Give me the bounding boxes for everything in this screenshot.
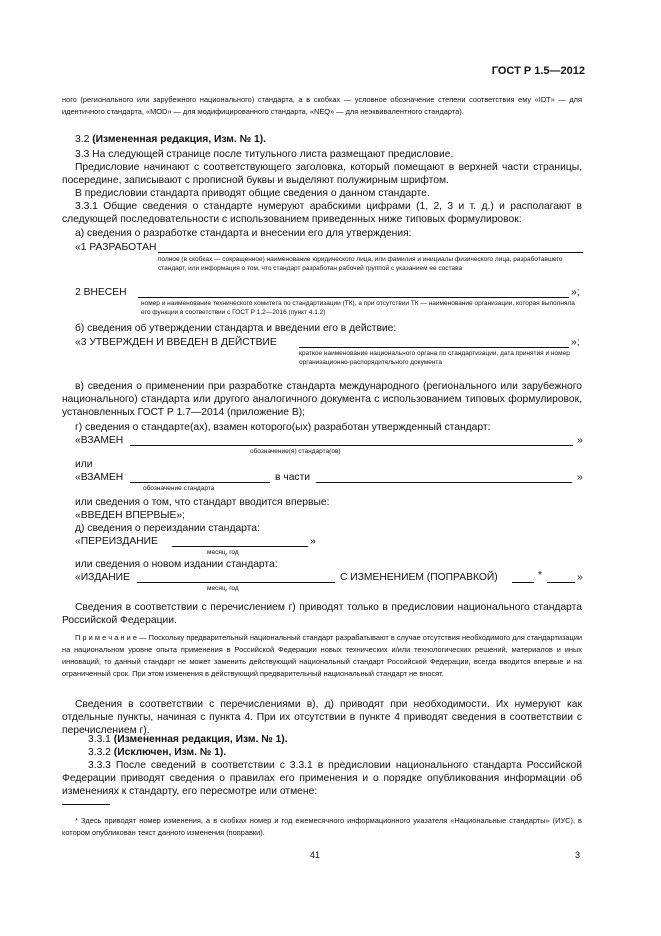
form-developed-label: «1 РАЗРАБОТАН (75, 242, 157, 253)
note-label: П р и м е ч а н и е — (75, 633, 147, 642)
paragraph-items-v-d: Сведения в соответствии с перечислениями в), д) приводят при необходимости. Их нумеруют как отдельные пункты, начиная с пункта 4. При их отсутствии в пункте 4 приводят сведения в соответствии с перечислением г). (62, 699, 582, 737)
form-developed-caption: полное (в скобках — сокращенное) наименование юридического лица, или фамилия и инициалы физического лица, разработавшего стандарт, или информация о том, что стандарт разработан рабочей группой с указанием ее состава (158, 256, 563, 273)
page-number-center: 41 (310, 850, 321, 860)
section-number: 3.2 (75, 134, 90, 145)
reissue-caption: месяц, год (207, 549, 239, 556)
document-code: ГОСТ Р 1.5—2012 (491, 65, 585, 77)
form-approved-caption: краткое наименование национального органа по стандартизации, дата принятия и номер организационно-распорядительного документа (299, 350, 570, 367)
item-g: г) сведения о стандарте(ах), взамен которого(ых) разработан утвержденный стандарт: (75, 422, 491, 433)
edition-star: * (538, 570, 543, 581)
item-v: в) сведения о применении при разработке стандарта международного (регионального или зарубежного национального) стандарта или другого аналогичного документа с использованием типовых формулировок, установленных ГОСТ Р 1.7—2014 (приложение В); (62, 381, 582, 419)
form-approved-line (299, 347, 569, 348)
edition-line-3 (547, 582, 575, 583)
section-3-2 (75, 133, 266, 146)
item-b: б) сведения об утверждении стандарта и введении его в действие: (75, 323, 397, 334)
replaces-label: «ВЗАМЕН (75, 435, 124, 446)
reissue-label: «ПЕРЕИЗДАНИЕ (75, 536, 158, 547)
edition-line-1 (137, 582, 335, 583)
footnote: * Здесь приводят номер изменения, а в скобках номер и год ежемесячного информационного указателя «Национальные стандарты» (ИУС), в котором опубликован текст данного изменения (поправки). (62, 816, 582, 837)
replaces-line (130, 445, 573, 446)
preface-info-paragraph: В предисловии стандарта приводят общие сведения о данном стандарте. (75, 188, 430, 199)
amendment-note: (Исключен, Изм. № 1). (113, 747, 227, 758)
new-edition-text: или сведения о новом издании стандарта: (75, 559, 278, 570)
note-paragraph (62, 632, 582, 680)
edition-caption: месяц, год (207, 585, 239, 592)
item-d: д) сведения о переиздании стандарта: (75, 523, 260, 534)
form-submitted-line (138, 297, 569, 298)
replaces-partial-line-1 (130, 482, 270, 483)
reissue-end: » (310, 536, 316, 547)
continuation-paragraph: ного (регионального или зарубежного национального) стандарта, а в скобках — условное обозначение степени соответствия ему «IDT» — для идентичного стандарта, «MOD» — для модифицированного стандарта, «NEQ» — для неэквивалентного стандарта). (62, 95, 582, 117)
form-approved-label: «3 УТВЕРЖДЕН И ВВЕДЕН В ДЕЙСТВИЕ (75, 337, 277, 348)
edition-line-2 (512, 582, 534, 583)
form-submitted-end: »; (571, 287, 580, 298)
first-introduced-text: или сведения о том, что стандарт вводится впервые: (75, 497, 330, 508)
edition-label: «ИЗДАНИЕ (75, 572, 130, 583)
form-submitted-caption: номер и наименование технического комитета по стандартизации (ТК), а при отсутствии ТК — наименование организации, которая выполняла его функции в соответствии с ГОСТ Р 1.2—2016 (пункт 4.1.2) (141, 300, 575, 317)
section-number: 3.3.2 (88, 747, 111, 758)
form-developed-line (158, 252, 583, 253)
replaces-partial-caption: обозначение стандарта (143, 485, 215, 492)
note-text: Поскольку предварительный национальный стандарт разрабатывают в случае отсутствия необходимого для стандартизации на национальном уровне опыта применения в Российской Федерации новых технических и/или технологических решений, материалов и иных инноваций, то данный стандарт не может заменить действующий национальный стандарт Российской Федерации, всегда вводится впервые и на ограниченный срок. При этом изменения в действующий предварительный национальный стандарт не вносят. (62, 633, 582, 679)
page-number-right: 3 (575, 850, 581, 860)
footnote-separator (62, 804, 110, 805)
replaces-partial-mid: в части (275, 472, 311, 483)
section-3-3-2 (88, 746, 226, 759)
section-number: 3.3.1 (88, 734, 111, 745)
edition-mid: С ИЗМЕНЕНИЕМ (ПОПРАВКОЙ) (340, 572, 498, 583)
first-introduced-form: «ВВЕДЕН ВПЕРВЫЕ»; (75, 510, 185, 521)
section-3-3-1-amend (88, 733, 288, 746)
section-3-3-3: 3.3.3 После сведений в соответствии с 3.3.1 в предисловии национального стандарта Российской Федерации приводят сведения о правилах его применения и о порядке опубликования информации об изменениях к стандарту, его пересмотре или отмене: (62, 760, 582, 798)
replaces-end: » (577, 435, 583, 446)
replaces-caption: обозначение(я) стандарта(ов) (250, 448, 341, 455)
replaces-partial-end: » (577, 472, 583, 483)
amendment-note: (Измененная редакция, Изм. № 1). (113, 734, 288, 745)
reissue-line (172, 546, 308, 547)
preface-paragraph: Предисловие начинают с соответствующего заголовка, который помещают в верхней части страницы, посередине, записывают с прописной буквы и выделяют полужирным шрифтом. (62, 162, 582, 187)
replaces-partial-line-2 (316, 482, 572, 483)
edition-end: » (577, 572, 583, 583)
section-3-3: 3.3 На следующей странице после титульного листа размещают предисловие. (75, 149, 454, 160)
paragraph-item-g-note: Сведения в соответствии с перечислением г) приводят только в предисловии национального стандарта Российской Федерации. (62, 602, 582, 627)
form-submitted-label: 2 ВНЕСЕН (75, 287, 127, 298)
replaces-partial-label: «ВЗАМЕН (75, 472, 124, 483)
item-a: а) сведения о разработке стандарта и внесении его для утверждения: (75, 228, 412, 239)
section-3-3-1: 3.3.1 Общие сведения о стандарте нумеруют арабскими цифрами (1, 2, 3 и т. д.) и располагают в следующей последовательности с использованием приведенных ниже типовых формулировок: (62, 201, 582, 226)
form-approved-end: »; (571, 337, 580, 348)
or-text: или (75, 459, 93, 470)
amendment-note: (Измененная редакция, Изм. № 1). (92, 134, 266, 145)
